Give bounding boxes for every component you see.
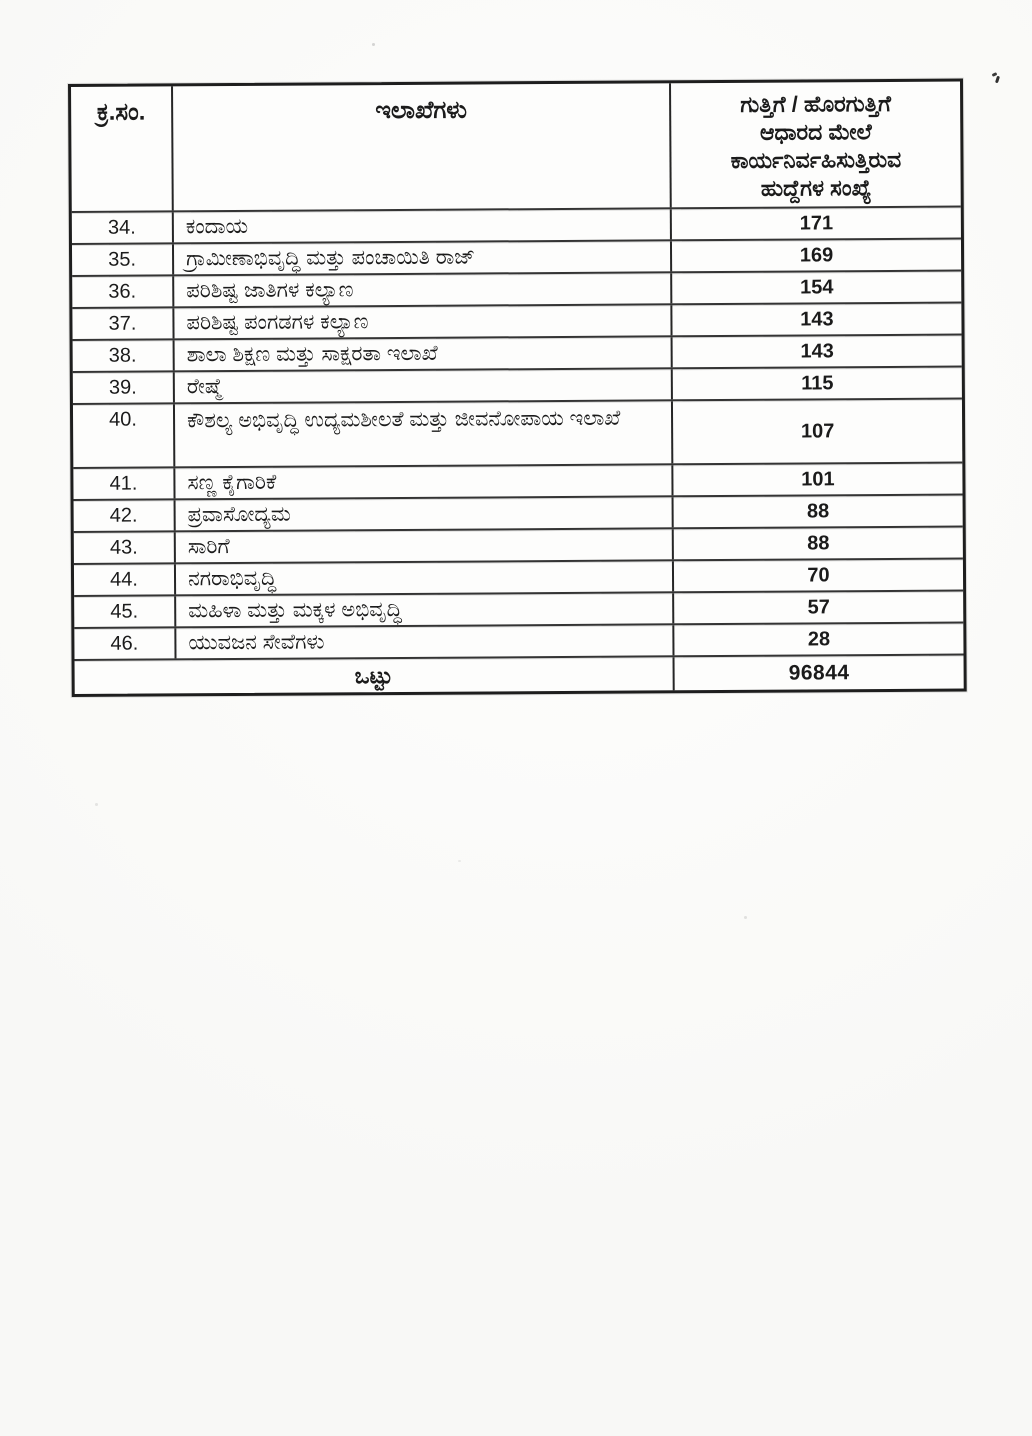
row-serial-number: 42. bbox=[74, 500, 176, 531]
row-department: ಸಾರಿಗೆ bbox=[176, 529, 674, 562]
row-count: 171 bbox=[799, 212, 834, 235]
row-count: 28 bbox=[807, 628, 831, 651]
row-serial-number: 43. bbox=[74, 532, 176, 563]
row-count: 88 bbox=[807, 532, 830, 555]
row-serial-number: 39. bbox=[73, 372, 175, 403]
row-count: 154 bbox=[800, 276, 834, 299]
header-contract-posts bbox=[671, 82, 961, 208]
scan-speck bbox=[95, 803, 98, 806]
total-value: 96844 bbox=[788, 661, 850, 685]
scan-speck bbox=[372, 43, 375, 46]
scan-speck bbox=[744, 916, 747, 919]
row-serial-number: 36. bbox=[72, 276, 174, 307]
total-label: ಒಟ್ಟು bbox=[75, 657, 675, 694]
row-count: 57 bbox=[807, 596, 830, 619]
row-serial-number: 44. bbox=[74, 564, 176, 595]
row-count: 143 bbox=[800, 340, 834, 363]
row-department: ಗ್ರಾಮೀಣಾಭಿವೃದ್ಧಿ ಮತ್ತು ಪಂಚಾಯಿತಿ ರಾಜ್ bbox=[174, 241, 672, 274]
ink-mark-icon bbox=[991, 72, 1001, 84]
table-row bbox=[74, 624, 963, 661]
row-department: ಶಾಲಾ ಶಿಕ್ಷಣ ಮತ್ತು ಸಾಕ್ಷರತಾ ಇಲಾಖೆ bbox=[175, 337, 673, 370]
header-serial-number: ಕ್ರ.ಸಂ. bbox=[71, 86, 174, 211]
row-serial-number: 46. bbox=[74, 628, 176, 659]
row-count: 115 bbox=[801, 372, 834, 395]
header-departments: ಇಲಾಖೆಗಳು bbox=[173, 83, 672, 210]
row-department: ಕೌಶಲ್ಯ ಅಭಿವೃದ್ಧಿ ಉದ್ಯಮಶೀಲತೆ ಮತ್ತು ಜೀವನೋಪಾಯ ಇಲಾಖೆ bbox=[175, 401, 673, 466]
row-serial-number: 37. bbox=[72, 308, 174, 339]
row-serial-number: 38. bbox=[73, 340, 175, 371]
table-row bbox=[73, 400, 962, 469]
header-contract-posts-line: ಹುದ್ದೆಗಳ ಸಂಖ್ಯೆ bbox=[760, 175, 872, 201]
header-contract-posts-line: ಗುತ್ತಿಗೆ / ಹೊರಗುತ್ತಿಗೆ bbox=[740, 90, 891, 117]
row-department: ಪ್ರವಾಸೋದ್ಯಮ bbox=[176, 497, 674, 530]
table-row bbox=[74, 592, 963, 629]
row-count: 88 bbox=[806, 500, 830, 523]
row-department: ಯುವಜನ ಸೇವೆಗಳು bbox=[176, 625, 674, 658]
row-department: ನಗರಾಭಿವೃದ್ಧಿ bbox=[176, 561, 674, 594]
header-contract-posts-line: ಕಾರ್ಯನಿರ್ವಹಿಸುತ್ತಿರುವ bbox=[730, 146, 902, 173]
row-serial-number: 41. bbox=[73, 468, 175, 499]
scan-speck bbox=[458, 860, 461, 862]
row-department: ಪರಿಶಿಷ್ಟ ಜಾತಿಗಳ ಕಲ್ಯಾಣ bbox=[174, 273, 672, 306]
row-department: ಸಣ್ಣ ಕೈಗಾರಿಕೆ bbox=[175, 465, 673, 498]
row-count: 70 bbox=[807, 564, 830, 587]
row-department: ಪರಿಶಿಷ್ಟ ಪಂಗಡಗಳ ಕಲ್ಯಾಣ bbox=[174, 305, 672, 338]
row-count: 169 bbox=[799, 244, 834, 267]
table-row bbox=[74, 528, 963, 565]
row-serial-number: 35. bbox=[72, 244, 174, 275]
row-department: ರೇಷ್ಮೆ bbox=[175, 369, 673, 402]
row-serial-number: 45. bbox=[74, 596, 176, 627]
table-header-row bbox=[71, 82, 961, 213]
row-department: ಮಹಿಳಾ ಮತ್ತು ಮಕ್ಕಳ ಅಭಿವೃದ್ಧಿ bbox=[176, 593, 674, 626]
row-count: 143 bbox=[800, 308, 834, 331]
table-total-row bbox=[75, 656, 964, 694]
row-serial-number: 40. bbox=[73, 404, 175, 467]
row-serial-number: 34. bbox=[72, 212, 174, 243]
table-row bbox=[74, 496, 963, 533]
table-row bbox=[74, 560, 963, 597]
row-count: 101 bbox=[801, 468, 835, 491]
header-contract-posts-line: ಆಧಾರದ ಮೇಲೆ bbox=[759, 119, 872, 145]
row-count: 107 bbox=[800, 420, 835, 443]
row-department: ಕಂದಾಯ bbox=[174, 209, 672, 242]
departments-table bbox=[68, 79, 967, 697]
